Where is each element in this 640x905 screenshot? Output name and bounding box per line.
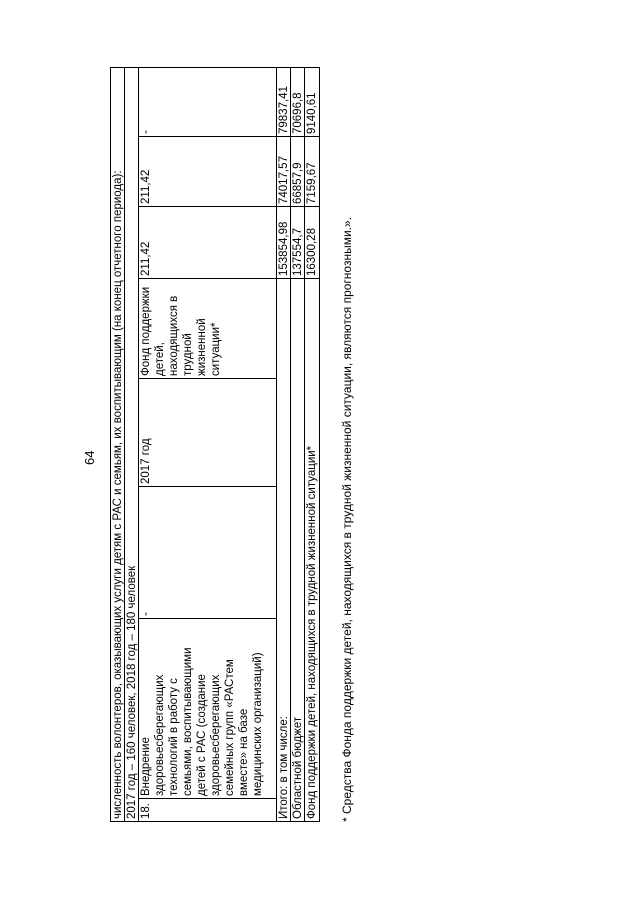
regional-budget-label: Областной бюджет [292,716,304,819]
fund-2017: 7159,67 [306,162,318,204]
fund-label: Фонд поддержки детей, находящихся в трудной жизненной ситуации* [306,445,318,819]
table-border-bottom [319,67,320,822]
page-number: 64 [82,450,97,465]
regional-budget-total: 137554,7 [292,228,304,276]
row-18-executor: - [140,612,152,616]
regional-budget-2017: 66857,9 [292,162,304,204]
row-18-source: Фонд поддержки детей, находящихся в трудной жизненной ситуации* [140,286,222,376]
fund-2018: 9140,61 [306,92,318,134]
regional-budget-2018: 70696,8 [292,92,304,134]
totals-label: Итого: в том числе: [278,716,290,819]
header-volunteers-text: численность волонтеров, оказывающих услуги детям с РАС и семьям, их воспитывающим (на конец отчетного периода): [112,170,124,819]
totals-2018: 79837,41 [278,86,290,134]
totals-total: 153854,98 [278,221,290,276]
budget-table [110,67,320,822]
row-18-2018: - [140,130,152,134]
totals-2017: 74017,57 [278,156,290,204]
row-18-measure: Внедрение здоровьесберегающих технологий в работу с семьями, воспитывающими детей с РАС (создание здоровьесберегающих семейных групп «РАСтем вместе» на базе медицинских организаций) [140,647,264,796]
fund-total: 16300,28 [306,228,318,276]
row-18-period: 2017 год [140,438,152,484]
footnote: * Средства Фонда поддержки детей, находящихся в трудной жизненной ситуации, являются прогнозными.». [340,216,354,822]
row-18-number: 18. [140,803,152,819]
row-18-total: 211,42 [140,241,152,276]
row-18-2017: 211,42 [140,169,152,204]
header-volunteers-count: 2017 год – 160 человек, 2018 год – 180 человек [126,565,138,819]
